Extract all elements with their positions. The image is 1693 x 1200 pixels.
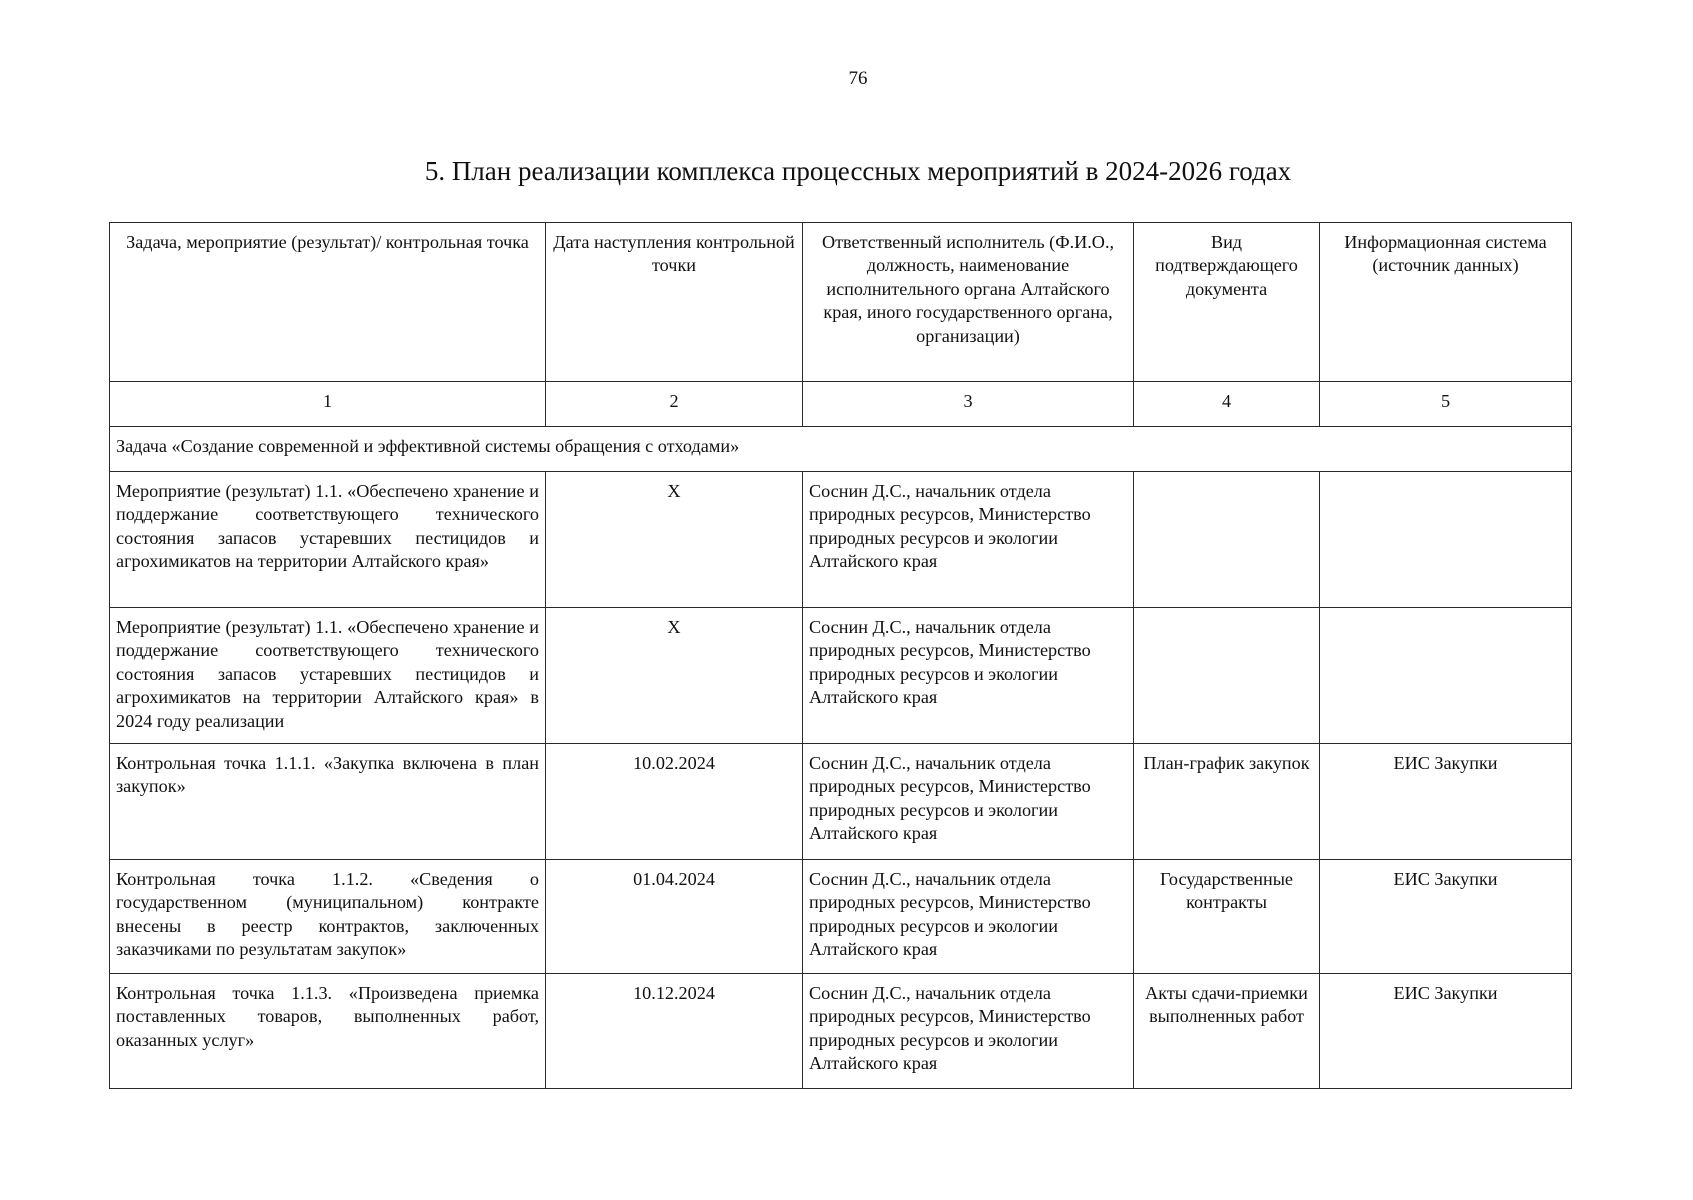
header-date: Дата наступления контрольной точки: [546, 223, 803, 382]
column-number: 2: [546, 382, 803, 427]
row-responsible: Соснин Д.С., начальник отдела природных ресурсов, Министерство природных ресурсов и экологии Алтайского края: [803, 744, 1134, 860]
task-row: [110, 427, 1572, 472]
row-responsible: Соснин Д.С., начальник отдела природных ресурсов, Министерство природных ресурсов и экологии Алтайского края: [803, 974, 1134, 1089]
row-item: Контрольная точка 1.1.2. «Сведения о государственном (муниципальном) контракте внесены в реестр контрактов, заключенных заказчиками по результатам закупок»: [110, 860, 546, 974]
row-item: Мероприятие (результат) 1.1. «Обеспечено хранение и поддержание соответствующего технического состояния запасов устаревших пестицидов и агрохимикатов на территории Алтайского края» в 2024 году реализации: [110, 608, 546, 744]
table-row: [110, 472, 1572, 608]
row-document: План-график закупок: [1134, 744, 1320, 860]
row-item: Контрольная точка 1.1.3. «Произведена приемка поставленных товаров, выполненных работ, оказанных услуг»: [110, 974, 546, 1089]
task-title: Задача «Создание современной и эффективной системы обращения с отходами»: [110, 427, 1572, 472]
row-document: [1134, 608, 1320, 744]
row-item: Мероприятие (результат) 1.1. «Обеспечено хранение и поддержание соответствующего технического состояния запасов устаревших пестицидов и агрохимикатов на территории Алтайского края»: [110, 472, 546, 608]
row-responsible: Соснин Д.С., начальник отдела природных ресурсов, Министерство природных ресурсов и экологии Алтайского края: [803, 472, 1134, 608]
plan-table: [109, 222, 1572, 1089]
column-number: 3: [803, 382, 1134, 427]
row-responsible: Соснин Д.С., начальник отдела природных ресурсов, Министерство природных ресурсов и экологии Алтайского края: [803, 860, 1134, 974]
row-item: Контрольная точка 1.1.1. «Закупка включена в план закупок»: [110, 744, 546, 860]
row-date: 01.04.2024: [546, 860, 803, 974]
column-number: 5: [1320, 382, 1572, 427]
column-number: 4: [1134, 382, 1320, 427]
row-system: ЕИС Закупки: [1320, 974, 1572, 1089]
header-task: Задача, мероприятие (результат)/ контрольная точка: [110, 223, 546, 382]
row-date: 10.12.2024: [546, 974, 803, 1089]
row-document: [1134, 472, 1320, 608]
row-document: Акты сдачи-приемки выполненных работ: [1134, 974, 1320, 1089]
header-document: Вид подтверждающего документа: [1134, 223, 1320, 382]
row-date: 10.02.2024: [546, 744, 803, 860]
row-date: Х: [546, 608, 803, 744]
row-document: Государственные контракты: [1134, 860, 1320, 974]
table-row: [110, 860, 1572, 974]
table-row: [110, 608, 1572, 744]
row-system: ЕИС Закупки: [1320, 860, 1572, 974]
table-header-row: [110, 223, 1572, 382]
header-responsible: Ответственный исполнитель (Ф.И.О., должность, наименование исполнительного органа Алтайского края, иного государственного органа, организации): [803, 223, 1134, 382]
page-number: 76: [848, 68, 868, 89]
header-system: Информационная система (источник данных): [1320, 223, 1572, 382]
row-responsible: Соснин Д.С., начальник отдела природных ресурсов, Министерство природных ресурсов и экологии Алтайского края: [803, 608, 1134, 744]
page-title: 5. План реализации комплекса процессных мероприятий в 2024-2026 годах: [424, 156, 1292, 186]
row-system: ЕИС Закупки: [1320, 744, 1572, 860]
row-system: [1320, 472, 1572, 608]
table-row: [110, 974, 1572, 1089]
column-number: 1: [110, 382, 546, 427]
row-date: Х: [546, 472, 803, 608]
column-number-row: [110, 382, 1572, 427]
table-row: [110, 744, 1572, 860]
row-system: [1320, 608, 1572, 744]
